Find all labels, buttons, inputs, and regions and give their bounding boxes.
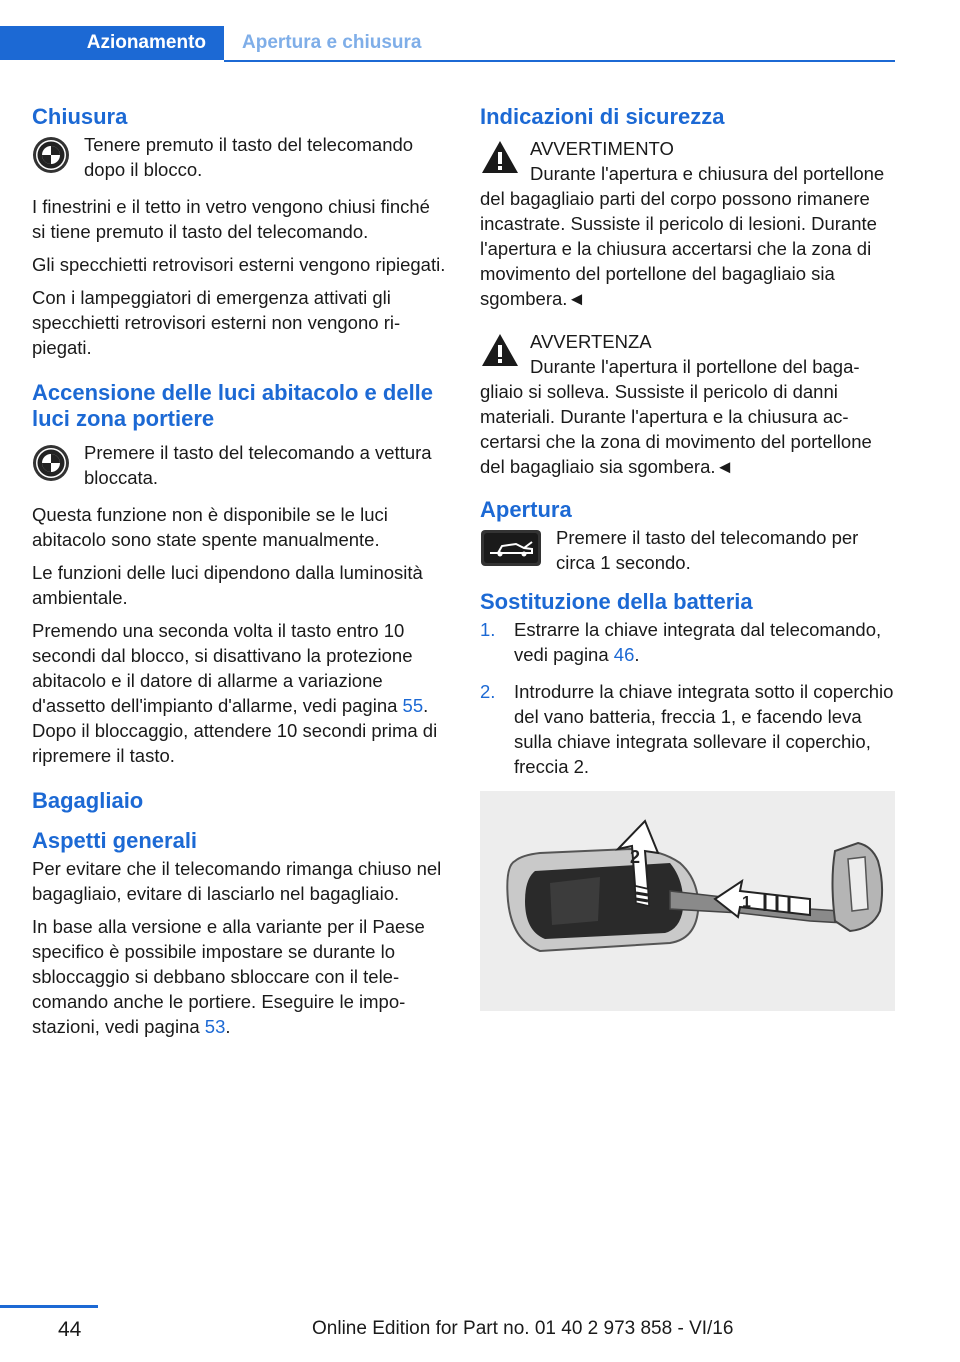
footer-rule bbox=[0, 1305, 98, 1308]
paragraph: In base alla versione e alla variante per il Paese specifico è possibile impostare se durante lo sbloccaggio si debbano sbloccare con il telecomando anche le portiere. Eseguire le impostazioni, vedi pagina 53. bbox=[32, 916, 425, 1037]
apertura-instruction bbox=[480, 525, 896, 575]
paragraph: Questa funzione non è disponibile se le luci abitacolo sono state spente manualmente. bbox=[32, 504, 388, 550]
luci-instruction bbox=[32, 440, 446, 490]
paragraph: Premendo una seconda volta il tasto entro 10 secondi dal blocco, si disattivano la protezione abitacolo e il datore di allarme a variazione d'assetto dell'impianto d'allarme, vedi pagina 55. Dopo il bloccaggio, attendere 10 secondi prima di ripremere il tasto. bbox=[32, 620, 438, 766]
list-item: 2. Introdurre la chiave integrata sotto il coperchio del vano batteria, freccia 1, e facendo leva sulla chiave integrata sollevare il coperchio, freccia 2. bbox=[480, 681, 894, 777]
key-fob-illustration bbox=[480, 791, 895, 1011]
paragraph: Le funzioni delle luci dipendono dalla luminosità ambientale. bbox=[32, 562, 423, 608]
caution-text: Durante l'apertura il portellone del bagagliaio si solleva. Sussiste il pericolo di danni materiali. Durante l'apertura e la chiusura accertarsi che la zona di movimento del portellone del bagagliaio sia sgombera.◄ bbox=[480, 356, 872, 477]
warning-text: Durante l'apertura e chiusura del portellone del bagagliaio parti del corpo possono rimanere incastrate. Sussiste il pericolo di lesioni. Durante l'apertura e la chiusura accertarsi che la zona di movimento del portellone del bagagliaio sia sgombera.◄ bbox=[480, 163, 885, 309]
step-number: 2. bbox=[480, 681, 496, 702]
heading-batteria: Sostituzione della batteria bbox=[480, 589, 753, 614]
warning-triangle-icon bbox=[480, 138, 520, 182]
warning-block bbox=[480, 136, 896, 311]
paragraph: I finestrini e il tetto in vetro vengono chiusi finché si tiene premuto il tasto del telecomando. bbox=[32, 196, 430, 242]
heading-sicurezza: Indicazioni di sicurezza bbox=[480, 104, 725, 129]
right-column bbox=[480, 100, 896, 1011]
arrow-1-label: 1 bbox=[742, 894, 751, 911]
apertura-instruction-text: Premere il tasto del telecomando per circa 1 secondo. bbox=[556, 527, 859, 573]
section-tab: Apertura e chiusura bbox=[242, 32, 422, 53]
key-battery-illustration bbox=[480, 791, 895, 1011]
chiusura-instruction bbox=[32, 132, 446, 182]
steps-list bbox=[480, 617, 896, 779]
caution-label: AVVERTENZA bbox=[530, 331, 652, 352]
caution-block bbox=[480, 329, 896, 479]
chapter-tab: Azionamento bbox=[0, 26, 224, 60]
paragraph: Per evitare che il telecomando rimanga chiuso nel bagagliaio, evitare di lasciarlo nel bagagliaio. bbox=[32, 858, 442, 904]
bmw-lock-key-icon bbox=[32, 136, 70, 179]
footer-edition: Online Edition for Part no. 01 40 2 973 858 - VI/16 bbox=[312, 1318, 734, 1339]
luci-instruction-text: Premere il tasto del telecomando a vettura bloccata. bbox=[84, 442, 432, 488]
header-rule bbox=[224, 60, 895, 62]
heading-aspetti: Aspetti generali bbox=[32, 828, 198, 853]
paragraph: Gli specchietti retrovisori esterni vengono ripiegati. bbox=[32, 254, 446, 275]
paragraph: Con i lampeggiatori di emergenza attivati gli specchietti retrovisori esterni non vengono ripiegati. bbox=[32, 287, 401, 358]
heading-luci: Accensione delle luci abitacolo e delle luci zona portiere bbox=[32, 380, 434, 431]
page-number: 44 bbox=[58, 1318, 82, 1341]
chiusura-instruction-text: Tenere premuto il tasto del telecomando dopo il blocco. bbox=[84, 134, 414, 180]
car-trunk-button-icon bbox=[480, 529, 542, 572]
arrow-2-label: 2 bbox=[630, 847, 641, 867]
step-number: 1. bbox=[480, 619, 496, 640]
left-column bbox=[32, 100, 446, 1047]
page-link[interactable]: 46 bbox=[613, 644, 635, 665]
list-item: 1. Estrarre la chiave integrata dal telecomando, vedi pagina 46. bbox=[480, 619, 882, 665]
warning-triangle-icon bbox=[480, 331, 520, 375]
page-link[interactable]: 53 bbox=[204, 1016, 226, 1037]
heading-chiusura: Chiusura bbox=[32, 104, 128, 129]
warning-label: AVVERTIMENTO bbox=[530, 138, 674, 159]
heading-apertura: Apertura bbox=[480, 497, 572, 522]
page-header bbox=[0, 26, 895, 62]
page-link[interactable]: 55 bbox=[402, 695, 424, 716]
bmw-lock-key-icon bbox=[32, 444, 70, 487]
heading-bagagliaio: Bagagliaio bbox=[32, 788, 144, 813]
